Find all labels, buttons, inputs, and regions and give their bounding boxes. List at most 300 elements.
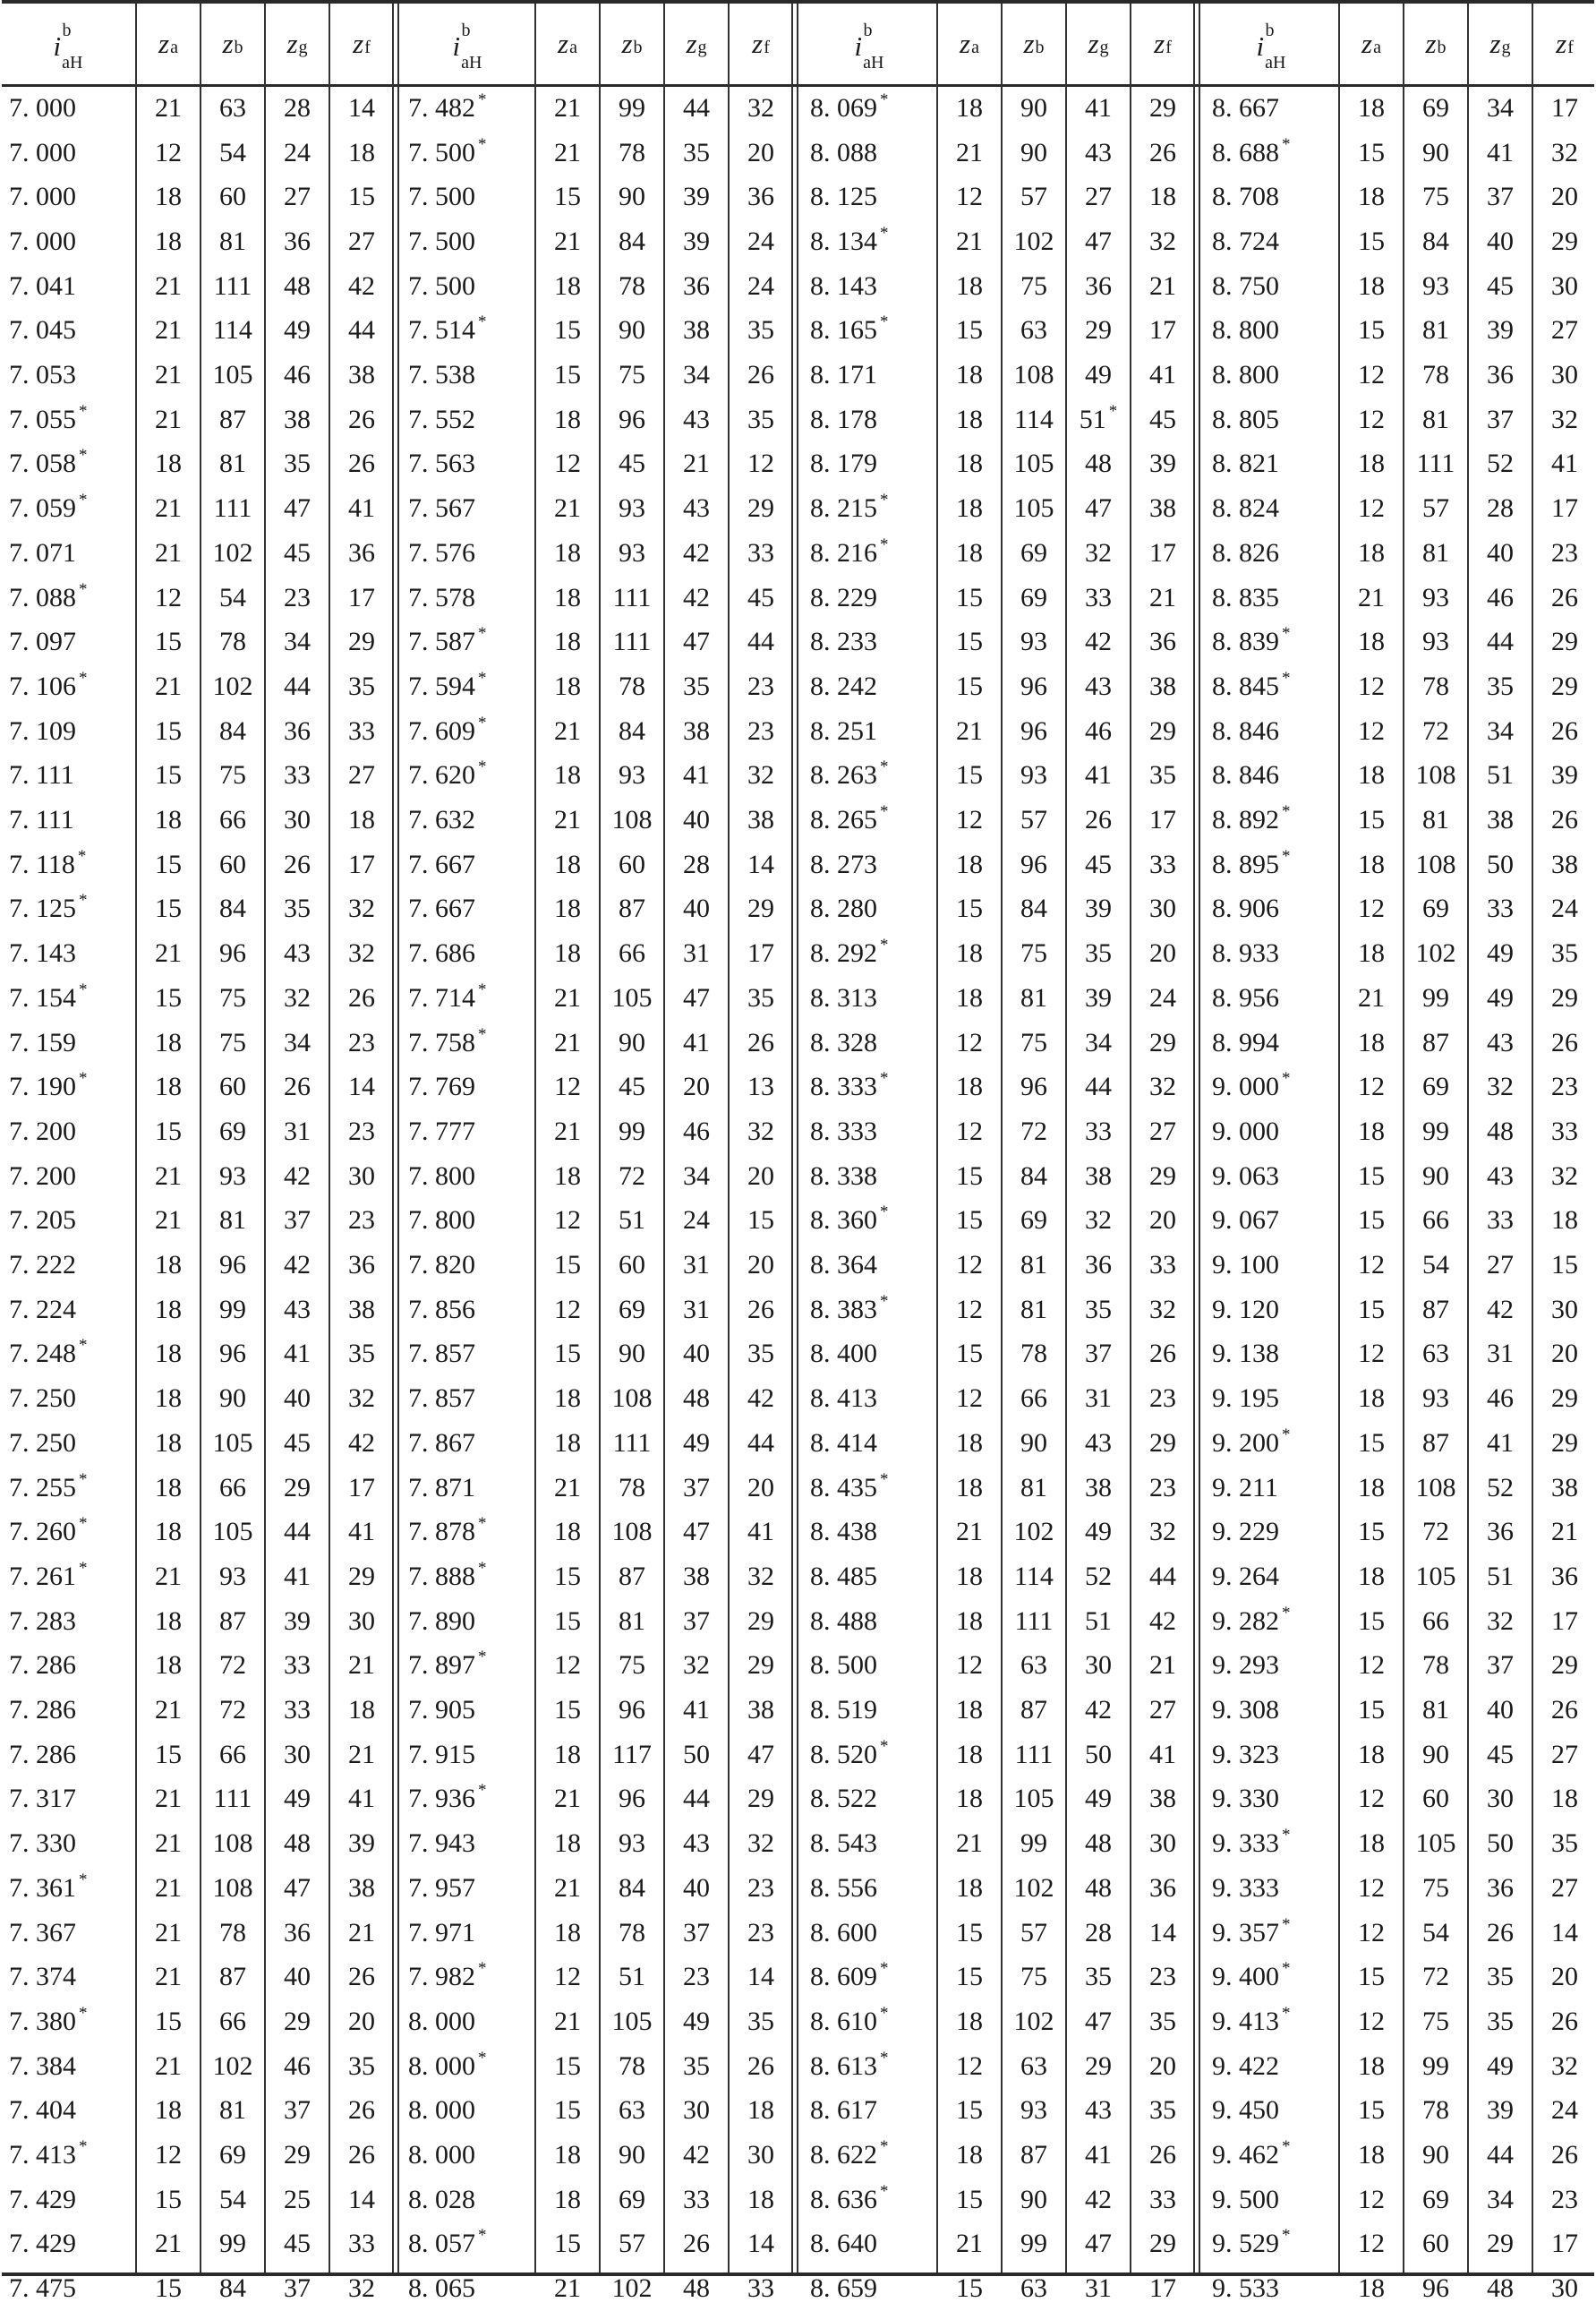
tooth-count-cell: 105 (1415, 1561, 1456, 1591)
ratio-cell: 8. 438 (810, 1517, 877, 1547)
ratio-cell: 8. 750 (1212, 270, 1279, 301)
tooth-count-cell: 18 (956, 270, 983, 301)
tooth-count-cell: 81 (1422, 315, 1449, 346)
marker-asterisk: * (79, 1069, 88, 1089)
tooth-count-cell: 18 (956, 1072, 983, 1102)
tooth-count-cell: 32 (683, 1650, 710, 1681)
tooth-count-cell: 41 (1085, 760, 1112, 791)
tooth-count-cell: 29 (1149, 1427, 1176, 1458)
tooth-count-cell: 105 (212, 360, 253, 390)
ratio-cell: 7. 905 (408, 1695, 475, 1725)
tooth-count-cell: 14 (747, 2229, 774, 2259)
tooth-count-cell: 93 (219, 1160, 246, 1191)
tooth-count-cell: 99 (1020, 1828, 1047, 1859)
tooth-count-cell: 111 (213, 1784, 252, 1814)
ratio-cell: 8. 613 * (810, 2048, 889, 2081)
tooth-count-cell: 18 (554, 1517, 581, 1547)
tooth-count-cell: 39 (683, 226, 710, 256)
ratio-cell: 7. 552 (408, 404, 475, 434)
tooth-count-cell: 31 (284, 1116, 311, 1146)
tooth-count-cell: 18 (554, 627, 581, 657)
tooth-count-cell: 108 (1013, 360, 1054, 390)
header-zb: z $_b$ (621, 28, 643, 59)
tooth-count-cell: 51 (1487, 760, 1514, 791)
ratio-cell: 8. 520 * (810, 1736, 889, 1769)
tooth-count-cell: 32 (1487, 1605, 1514, 1636)
tooth-count-cell: 18 (1551, 1784, 1578, 1814)
ratio-cell: 8. 273 (810, 849, 877, 879)
marker-asterisk: * (79, 891, 88, 911)
marker-asterisk: * (1282, 1603, 1291, 1622)
tooth-count-cell: 29 (1149, 715, 1176, 746)
ratio-cell: 8. 708 (1212, 182, 1279, 212)
header-ratio: b $i_{aH}$ (452, 21, 482, 73)
tooth-count-cell: 81 (1422, 805, 1449, 835)
tooth-count-cell: 15 (155, 1739, 182, 1769)
ratio-cell: 7. 200 (9, 1116, 76, 1146)
ratio-cell: 8. 328 (810, 1027, 877, 1057)
tooth-count-cell: 34 (284, 1027, 311, 1057)
ratio-cell: 9. 333 * (1212, 1826, 1291, 1859)
ratio-cell: 7. 045 (9, 315, 76, 346)
tooth-count-cell: 21 (683, 449, 710, 479)
tooth-count-cell: 66 (1020, 1383, 1047, 1414)
tooth-count-cell: 29 (747, 1650, 774, 1681)
ratio-cell: 8. 125 (810, 182, 877, 212)
header-zf: z $_f$ (353, 28, 371, 59)
tooth-count-cell: 41 (1149, 360, 1176, 390)
tooth-count-cell: 42 (747, 1383, 774, 1414)
tooth-count-cell: 26 (747, 1294, 774, 1324)
marker-asterisk: * (1282, 2003, 1291, 2023)
tooth-count-cell: 18 (1358, 760, 1385, 791)
tooth-count-cell: 21 (155, 938, 182, 969)
tooth-count-cell: 78 (1422, 2095, 1449, 2126)
header-zf: z $_f$ (1556, 28, 1574, 59)
tooth-count-cell: 93 (619, 1828, 645, 1859)
tooth-count-cell: 49 (1085, 360, 1112, 390)
tooth-count-cell: 12 (1358, 493, 1385, 524)
tooth-count-cell: 36 (1085, 270, 1112, 301)
marker-asterisk: * (478, 1781, 487, 1801)
tooth-count-cell: 18 (155, 1517, 182, 1547)
tooth-count-cell: 38 (1551, 1472, 1578, 1502)
tooth-count-cell: 36 (348, 537, 375, 568)
tooth-count-cell: 21 (155, 360, 182, 390)
marker-asterisk: * (478, 134, 487, 154)
tooth-count-cell: 57 (1020, 182, 1047, 212)
ratio-cell: 9. 000 * (1212, 1069, 1291, 1102)
tooth-count-cell: 21 (348, 1739, 375, 1769)
tooth-count-cell: 72 (1422, 1517, 1449, 1547)
tooth-count-cell: 105 (1013, 1784, 1054, 1814)
marker-asterisk: * (478, 624, 487, 644)
tooth-count-cell: 43 (284, 1294, 311, 1324)
tooth-count-cell: 21 (348, 1917, 375, 1947)
tooth-count-cell: 44 (1085, 1072, 1112, 1102)
tooth-count-cell: 78 (219, 627, 246, 657)
ratio-cell: 7. 255 * (9, 1469, 88, 1502)
ratio-cell: 7. 578 (408, 582, 475, 612)
tooth-count-cell: 36 (1487, 360, 1514, 390)
tooth-count-cell: 35 (683, 2050, 710, 2081)
ratio-cell: 7. 159 (9, 1027, 76, 1057)
ratio-cell: 8. 069 * (810, 90, 889, 123)
tooth-count-cell: 21 (1149, 582, 1176, 612)
tooth-count-cell: 30 (1551, 270, 1578, 301)
tooth-count-cell: 27 (1551, 1872, 1578, 1903)
ratio-cell: 7. 897 * (408, 1648, 487, 1681)
tooth-count-cell: 63 (1020, 315, 1047, 346)
tooth-count-cell: 21 (554, 805, 581, 835)
tooth-count-cell: 40 (284, 1383, 311, 1414)
tooth-count-cell: 26 (747, 2050, 774, 2081)
tooth-count-cell: 17 (1551, 493, 1578, 524)
tooth-count-cell: 35 (747, 2006, 774, 2036)
tooth-count-cell: 15 (956, 627, 983, 657)
tooth-count-cell: 15 (956, 2184, 983, 2214)
tooth-count-cell: 69 (1020, 1205, 1047, 1236)
tooth-count-cell: 114 (1014, 404, 1054, 434)
tooth-count-cell: 34 (1487, 715, 1514, 746)
tooth-count-cell: 36 (747, 182, 774, 212)
tooth-count-cell: 18 (956, 404, 983, 434)
ratio-cell: 8. 994 (1212, 1027, 1279, 1057)
tooth-count-cell: 30 (1085, 1650, 1112, 1681)
tooth-count-cell: 33 (348, 2229, 375, 2259)
marker-asterisk: * (1282, 1826, 1291, 1845)
tooth-count-cell: 21 (155, 1205, 182, 1236)
tooth-count-cell: 21 (554, 226, 581, 256)
tooth-count-cell: 14 (1149, 1917, 1176, 1947)
tooth-count-cell: 43 (683, 1828, 710, 1859)
tooth-count-cell: 47 (284, 493, 311, 524)
tooth-count-cell: 35 (1551, 938, 1578, 969)
tooth-count-cell: 66 (619, 938, 645, 969)
tooth-count-cell: 60 (619, 849, 645, 879)
tooth-count-cell: 47 (683, 627, 710, 657)
tooth-count-cell: 15 (155, 1116, 182, 1146)
tooth-count-cell: 23 (1149, 1472, 1176, 1502)
ratio-cell: 8. 165 * (810, 312, 889, 346)
marker-asterisk: * (478, 713, 487, 732)
tooth-count-cell: 15 (155, 982, 182, 1013)
tooth-count-cell: 96 (219, 938, 246, 969)
header-za: z $_a$ (158, 28, 178, 59)
tooth-count-cell: 108 (611, 1383, 653, 1414)
tooth-count-cell: 26 (348, 2140, 375, 2170)
tooth-count-cell: 81 (219, 1205, 246, 1236)
tooth-count-cell: 26 (348, 982, 375, 1013)
tooth-count-cell: 21 (155, 1917, 182, 1947)
tooth-count-cell: 40 (1487, 226, 1514, 256)
tooth-count-cell: 18 (554, 938, 581, 969)
ratio-cell: 8. 263 * (810, 757, 889, 791)
tooth-count-cell: 37 (284, 1205, 311, 1236)
marker-asterisk: * (478, 1558, 487, 1578)
marker-asterisk: * (880, 535, 889, 554)
tooth-count-cell: 60 (1422, 1784, 1449, 1814)
ratio-cell: 7. 286 (9, 1695, 76, 1725)
tooth-count-cell: 39 (1487, 315, 1514, 346)
tooth-count-cell: 69 (1422, 1072, 1449, 1102)
tooth-count-cell: 32 (1149, 226, 1176, 256)
ratio-cell: 7. 111 (9, 760, 74, 791)
tooth-count-cell: 14 (1551, 1917, 1578, 1947)
tooth-count-cell: 30 (1551, 1294, 1578, 1324)
tooth-count-cell: 21 (155, 1784, 182, 1814)
tooth-count-cell: 26 (1551, 582, 1578, 612)
tooth-count-cell: 23 (683, 1962, 710, 1992)
ratio-cell: 7. 857 (408, 1339, 475, 1369)
tooth-count-cell: 33 (348, 715, 375, 746)
tooth-count-cell: 44 (747, 627, 774, 657)
tooth-count-cell: 38 (284, 404, 311, 434)
tooth-count-cell: 57 (619, 2229, 645, 2259)
tooth-count-cell: 18 (554, 537, 581, 568)
tooth-count-cell: 17 (747, 938, 774, 969)
tooth-count-cell: 29 (1551, 982, 1578, 1013)
tooth-count-cell: 75 (219, 1027, 246, 1057)
tooth-count-cell: 15 (554, 315, 581, 346)
tooth-count-cell: 102 (1013, 1517, 1054, 1547)
ratio-cell: 8. 906 (1212, 894, 1279, 924)
tooth-count-cell: 27 (348, 760, 375, 791)
tooth-count-cell: 57 (1020, 1917, 1047, 1947)
ratio-cell: 8. 400 (810, 1339, 877, 1369)
tooth-count-cell: 69 (219, 2140, 246, 2170)
tooth-count-cell: 75 (1020, 938, 1047, 969)
tooth-count-cell: 90 (1020, 1427, 1047, 1458)
tooth-count-cell: 18 (155, 805, 182, 835)
tooth-count-cell: 27 (1085, 182, 1112, 212)
tooth-count-cell: 26 (1551, 805, 1578, 835)
tooth-count-cell: 14 (747, 1962, 774, 1992)
tooth-count-cell: 105 (212, 1517, 253, 1547)
header-ratio: b $i_{aH}$ (1256, 21, 1286, 73)
tooth-count-cell: 90 (1020, 137, 1047, 167)
tooth-count-cell: 18 (554, 404, 581, 434)
tooth-count-cell: 18 (956, 982, 983, 1013)
tooth-count-cell: 33 (1487, 1205, 1514, 1236)
tooth-count-cell: 18 (956, 92, 983, 123)
tooth-count-cell: 108 (1415, 1472, 1456, 1502)
tooth-count-cell: 18 (1358, 1739, 1385, 1769)
ratio-cell: 8. 839 * (1212, 624, 1291, 657)
tooth-count-cell: 28 (1085, 1917, 1112, 1947)
tooth-count-cell: 15 (1358, 1160, 1385, 1191)
tooth-count-cell: 69 (1422, 894, 1449, 924)
ratio-cell: 8. 229 (810, 582, 877, 612)
tooth-count-cell: 30 (348, 1160, 375, 1191)
tooth-count-cell: 23 (1149, 1962, 1176, 1992)
ratio-cell: 8. 556 (810, 1872, 877, 1903)
tooth-count-cell: 51 (619, 1962, 645, 1992)
tooth-count-cell: 45 (1487, 270, 1514, 301)
tooth-count-cell: 81 (1020, 1472, 1047, 1502)
ratio-cell: 8. 846 (1212, 715, 1279, 746)
tooth-count-cell: 12 (1358, 360, 1385, 390)
tooth-count-cell: 96 (219, 1250, 246, 1280)
tooth-count-cell: 32 (348, 2273, 375, 2304)
tooth-count-cell: 12 (1358, 1072, 1385, 1102)
tooth-count-cell: 23 (747, 1917, 774, 1947)
tooth-count-cell: 21 (155, 315, 182, 346)
tooth-count-cell: 93 (1020, 760, 1047, 791)
header-za: z $_a$ (960, 28, 979, 59)
tooth-count-cell: 47 (747, 1739, 774, 1769)
tooth-count-cell: 84 (1422, 226, 1449, 256)
tooth-count-cell: 20 (1149, 2050, 1176, 2081)
tooth-count-cell: 18 (155, 226, 182, 256)
tooth-count-cell: 18 (1358, 1383, 1385, 1414)
tooth-count-cell: 15 (956, 1205, 983, 1236)
tooth-count-cell: 36 (284, 226, 311, 256)
tooth-count-cell: 90 (619, 182, 645, 212)
tooth-count-cell: 23 (284, 582, 311, 612)
marker-asterisk: * (79, 401, 88, 421)
header-ratio: b $i_{aH}$ (53, 21, 83, 73)
tooth-count-cell: 18 (554, 582, 581, 612)
tooth-count-cell: 21 (155, 671, 182, 701)
tooth-count-cell: 96 (619, 404, 645, 434)
tooth-count-cell: 30 (1487, 1784, 1514, 1814)
tooth-count-cell: 21 (956, 2229, 983, 2259)
ratio-cell: 7. 088 * (9, 579, 88, 612)
tooth-count-cell: 12 (956, 1383, 983, 1414)
tooth-count-cell: 12 (747, 449, 774, 479)
tooth-count-cell: 29 (284, 2140, 311, 2170)
tooth-count-cell: 30 (284, 1739, 311, 1769)
tooth-count-cell: 111 (612, 1427, 652, 1458)
tooth-count-cell: 20 (747, 137, 774, 167)
ratio-cell: 8. 609 * (810, 1959, 889, 1992)
tooth-count-cell: 39 (284, 1605, 311, 1636)
tooth-count-cell: 15 (1358, 1517, 1385, 1547)
ratio-cell: 7. 563 (408, 449, 475, 479)
ratio-cell: 7. 538 (408, 360, 475, 390)
tooth-count-cell: 18 (956, 2006, 983, 2036)
header-zf: z $_f$ (1154, 28, 1172, 59)
tooth-count-cell: 21 (554, 982, 581, 1013)
tooth-count-cell: 35 (1085, 1962, 1112, 1992)
tooth-count-cell: 21 (155, 1160, 182, 1191)
tooth-count-cell: 15 (956, 1160, 983, 1191)
ratio-cell: 7. 890 (408, 1605, 475, 1636)
tooth-count-cell: 18 (1358, 2050, 1385, 2081)
ratio-cell: 8. 846 (1212, 760, 1279, 791)
tooth-count-cell: 102 (212, 671, 253, 701)
tooth-count-cell: 12 (554, 1205, 581, 1236)
ratio-cell: 8. 313 (810, 982, 877, 1013)
tooth-count-cell: 15 (1358, 1294, 1385, 1324)
tooth-count-cell: 69 (1422, 2184, 1449, 2214)
tooth-count-cell: 23 (1551, 2184, 1578, 2214)
ratio-cell: 9. 138 (1212, 1339, 1279, 1369)
header-zb: z $_b$ (222, 28, 243, 59)
tooth-count-cell: 99 (1020, 2229, 1047, 2259)
tooth-count-cell: 15 (554, 1605, 581, 1636)
tooth-count-cell: 33 (683, 2184, 710, 2214)
tooth-count-cell: 27 (1487, 1250, 1514, 1280)
tooth-count-cell: 54 (219, 582, 246, 612)
marker-asterisk: * (79, 2003, 88, 2023)
ratio-cell: 7. 500 (408, 182, 475, 212)
marker-asterisk: * (1282, 624, 1291, 644)
tooth-count-cell: 32 (1551, 404, 1578, 434)
ratio-cell: 8. 622 * (810, 2137, 889, 2170)
tooth-count-cell: 36 (284, 1917, 311, 1947)
ratio-cell: 9. 229 (1212, 1517, 1279, 1547)
tooth-count-cell: 33 (1149, 849, 1176, 879)
tooth-count-cell: 87 (619, 894, 645, 924)
tooth-count-cell: 44 (1487, 627, 1514, 657)
ratio-cell: 7. 620 * (408, 757, 487, 791)
tooth-count-cell: 108 (611, 1517, 653, 1547)
tooth-count-cell: 42 (284, 1250, 311, 1280)
tooth-count-cell: 20 (747, 1472, 774, 1502)
tooth-count-cell: 48 (1085, 1872, 1112, 1903)
tooth-count-cell: 34 (284, 627, 311, 657)
tooth-count-cell: 36 (1487, 1517, 1514, 1547)
tooth-count-cell: 44 (348, 315, 375, 346)
marker-asterisk: * (79, 2137, 88, 2157)
ratio-cell: 7. 224 (9, 1294, 76, 1324)
tooth-count-cell: 15 (1358, 1605, 1385, 1636)
tooth-count-cell: 36 (1085, 1250, 1112, 1280)
tooth-count-cell: 12 (1358, 1784, 1385, 1814)
tooth-count-cell: 60 (219, 1072, 246, 1102)
tooth-count-cell: 24 (747, 226, 774, 256)
tooth-count-cell: 21 (554, 1116, 581, 1146)
tooth-count-cell: 48 (1487, 2273, 1514, 2304)
tooth-count-cell: 15 (1358, 805, 1385, 835)
tooth-count-cell: 69 (1020, 537, 1047, 568)
tooth-count-cell: 49 (1085, 1784, 1112, 1814)
tooth-count-cell: 96 (619, 1784, 645, 1814)
tooth-count-cell: 18 (155, 1250, 182, 1280)
tooth-count-cell: 49 (284, 1784, 311, 1814)
tooth-count-cell: 78 (619, 1472, 645, 1502)
tooth-count-cell: 37 (1487, 1650, 1514, 1681)
ratio-cell: 9. 308 (1212, 1695, 1279, 1725)
ratio-cell: 7. 384 (9, 2050, 76, 2081)
tooth-count-cell: 26 (1551, 715, 1578, 746)
ratio-cell: 7. 514 * (408, 312, 487, 346)
tooth-count-cell: 20 (683, 1072, 710, 1102)
tooth-count-cell: 28 (1487, 493, 1514, 524)
ratio-cell: 9. 357 * (1212, 1914, 1291, 1947)
tooth-count-cell: 21 (155, 1561, 182, 1591)
tooth-count-cell: 38 (348, 360, 375, 390)
tooth-count-cell: 60 (219, 182, 246, 212)
tooth-count-cell: 36 (1487, 1872, 1514, 1903)
tooth-count-cell: 18 (554, 1917, 581, 1947)
tooth-count-cell: 87 (1020, 1695, 1047, 1725)
tooth-count-cell: 34 (1487, 92, 1514, 123)
tooth-count-cell: 49 (284, 315, 311, 346)
tooth-count-cell: 21 (155, 1695, 182, 1725)
tooth-count-cell: 78 (619, 137, 645, 167)
tooth-count-cell: 34 (1487, 2184, 1514, 2214)
header-zb: z $_b$ (1023, 28, 1045, 59)
tooth-count-cell: 31 (1487, 1339, 1514, 1369)
tooth-count-cell: 90 (1422, 1160, 1449, 1191)
tooth-count-cell: 15 (956, 671, 983, 701)
tooth-count-cell: 48 (1085, 1828, 1112, 1859)
tooth-count-cell: 27 (284, 182, 311, 212)
tooth-count-cell: 44 (683, 1784, 710, 1814)
